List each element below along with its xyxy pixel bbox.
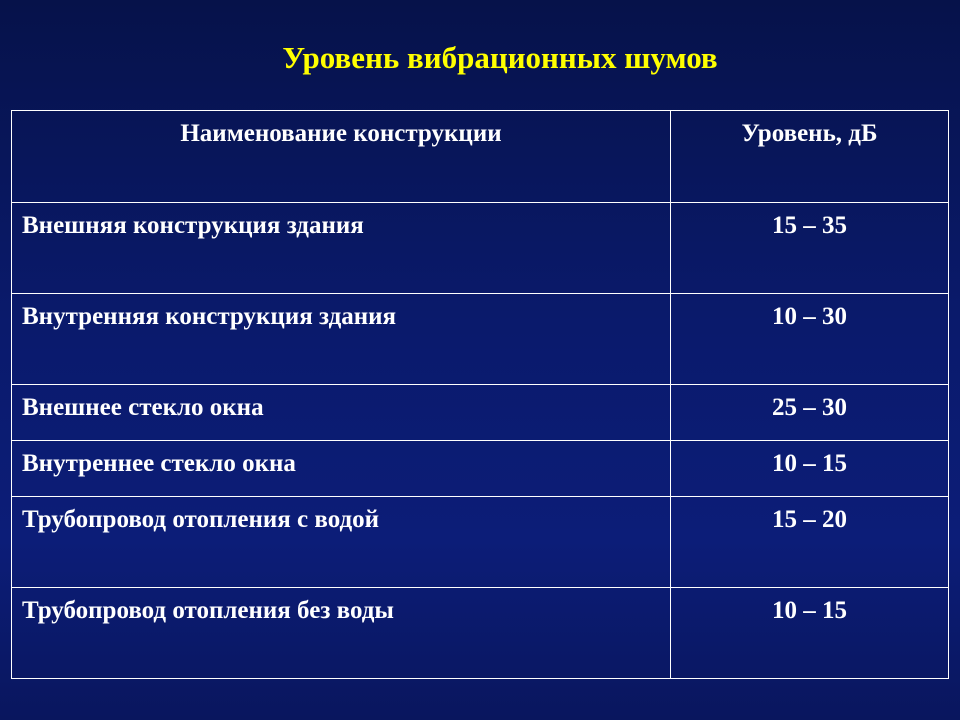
noise-level-table <box>11 110 949 679</box>
header-level-db: Уровень, дБ <box>671 111 949 203</box>
row-name-cell: Внешняя конструкция здания <box>12 203 671 294</box>
table-row <box>12 497 949 588</box>
row-level-cell: 25 – 30 <box>671 385 949 441</box>
row-level-cell: 10 – 15 <box>671 588 949 679</box>
table-row <box>12 203 949 294</box>
row-name-cell: Внутреннее стекло окна <box>12 441 671 497</box>
row-name-cell: Внутренняя конструкция здания <box>12 294 671 385</box>
table-row <box>12 441 949 497</box>
row-level-cell: 15 – 20 <box>671 497 949 588</box>
row-name-cell: Трубопровод отопления с водой <box>12 497 671 588</box>
table-header-row <box>12 111 949 203</box>
table-row <box>12 588 949 679</box>
row-level-cell: 10 – 15 <box>671 441 949 497</box>
row-level-cell: 15 – 35 <box>671 203 949 294</box>
row-name-cell: Внешнее стекло окна <box>12 385 671 441</box>
row-name-cell: Трубопровод отопления без воды <box>12 588 671 679</box>
table-row <box>12 294 949 385</box>
table-row <box>12 385 949 441</box>
slide-title: Уровень вибрационных шумов <box>282 40 718 75</box>
row-level-cell: 10 – 30 <box>671 294 949 385</box>
header-construction-name: Наименование конструкции <box>12 111 671 203</box>
